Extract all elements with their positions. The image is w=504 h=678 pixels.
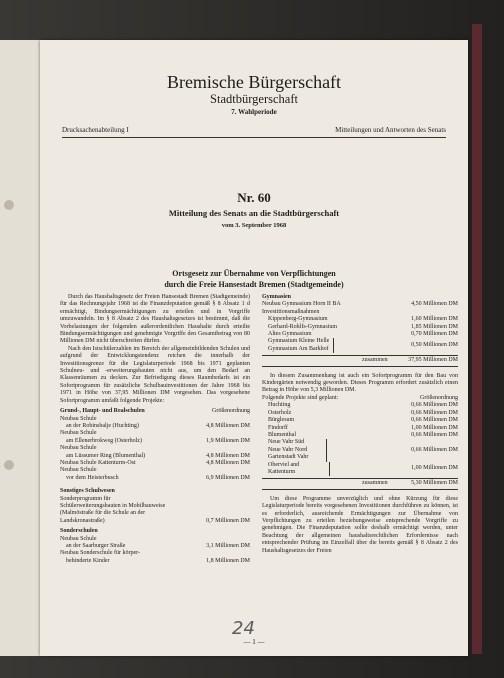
row-label: Neue Vahr Nord — [268, 446, 308, 453]
row-value: 4,8 Millionen DM — [206, 422, 250, 429]
table-header — [60, 408, 250, 415]
row-label-1: Neubau Schule — [60, 467, 97, 474]
table-header-left: Grund-, Haupt- und Realschulen — [60, 408, 145, 415]
table-header-right: Größenordnung — [212, 408, 250, 415]
row-value: 0,70 Millionen DM — [411, 331, 458, 338]
sum-label: zusammen — [362, 357, 388, 364]
row-label-2: an der Robinsbalje (Huchting) — [66, 422, 139, 429]
row-value: 1,00 Millionen DM — [411, 465, 458, 472]
previous-sheet — [0, 40, 40, 656]
table-row — [60, 496, 250, 526]
row-label — [60, 536, 125, 551]
row-value: 1,8 Millionen DM — [206, 557, 250, 564]
row-label: Gymnasium Am Barkhof — [268, 345, 329, 352]
row-label — [60, 460, 136, 467]
row-label — [60, 430, 142, 445]
document-title: Bremische Bürgerschaft — [166, 72, 342, 92]
sum-value: 37,95 Millionen DM — [408, 357, 458, 364]
row-value: 0,66 Millionen DM — [411, 402, 458, 409]
table-row — [60, 550, 250, 565]
row-label-2: vor dem Heisterbusch — [66, 474, 119, 481]
document-heading: Mitteilung des Senats an die Stadtbürgerschaft — [168, 208, 340, 218]
header-left: Drucksachenabteilung I — [62, 126, 129, 134]
row-value: 0,50 Millionen DM — [411, 342, 458, 349]
paragraph-3: In diesem Zusammenhang ist auch ein Sofortprogramm für den Bau von Kindergärten notwendig geworden. Dieses Programm erfordert zusätzlich einen Betrag in Höhe von 5,3 Millionen DM. — [262, 372, 458, 394]
bracket-group — [262, 338, 334, 353]
paragraph-1: Durch das Haushaltsgesetz der Freien Hansestadt Bremen (Stadtgemeinde) für das Rechnungsjahr 1968 ist die Finanzdeputation gemäß § 8 Absatz 1 d ermächtigt, Bindungsermächtigungen zu erteilen und in Vorgriffe umzuwandeln. Im § 8 Absatz 2 des Haushaltsgesetzes ist bestimmt, daß die Vorbelastungen der folgenden außerordentlichen Haushalte durch erteilte Bindungsermächtigungen und genehmigte Vorgriffe den Gesamtbetrag von 80 Millionen DM nicht überschreiten dürfen. — [60, 294, 250, 345]
row-label-1: Neubau Schule — [60, 535, 97, 542]
document-subtitle: Stadtbürgerschaft — [210, 92, 298, 106]
paragraph-4: Um diese Programme unverzüglich und ohne Kürzung für diese Legislaturperiode bereits vorgesehenen Investitionen durchführen zu können, ist es erforderlich, ausreichende Ermächtigungen zur Übernahme von Verpflichtungen zu erteilen beziehungsweise entsprechende Vorgriffe zu genehmigen. Die Finanzdeputation sollte deshalb ermächtigt werden, unter Beachtung der allgemeinen haushaltsrechtlichen Erfordernisse nach entsprechender Prüfung im Einzelfall über die bereits gemäß § 8 Absatz 2 des Haushaltsgesetzes der Freien — [262, 495, 458, 554]
row-value: 4,8 Millionen DM — [206, 452, 250, 459]
subsection-label: Investitionsmaßnahmen — [262, 308, 320, 315]
row-label — [60, 416, 139, 431]
row-label-2: am Lüssumer Ring (Blumenthal) — [66, 452, 146, 459]
table-row — [60, 467, 250, 482]
row-value: 6,9 Millionen DM — [206, 474, 250, 481]
row-label: Altes Gymnasium — [268, 331, 312, 338]
section-heading: Gymnasien — [262, 294, 292, 300]
table-row — [262, 324, 458, 331]
row-label: Neubau Gymnasium Horn II BA — [262, 301, 341, 308]
row-value: 1,60 Millionen DM — [411, 316, 458, 323]
row-value: 0,66 Millionen DM — [411, 431, 458, 438]
document-number: Nr. 60 — [237, 190, 271, 205]
row-label: Neue Vahr Süd — [268, 439, 305, 446]
table-row — [262, 425, 458, 432]
row-label: Findorff — [268, 424, 288, 431]
table-row — [262, 432, 458, 439]
table-row — [60, 445, 250, 460]
paragraph-2: Nach den Istschülerzahlen im Bereich der allgemeinbildenden Schulen und aufgrund der Entwicklungstendenz reichen die innerhalb der Investitionsgrenze für die Legislaturperiode 1968 bis 1971 geplanten Schulneu- und -erweiterungsbauten nicht aus, um den Bedarf an Klassenräumen zu decken. Zur Befriedigung dieses Raumbedarfs ist ein Sofortprogramm für zusätzliche Schulbauinvestitionen der Jahre 1968 bis 1971 in Höhe von 37,95 Millionen DM vorgesehen. Das vorgesehene Sofortprogramm umfaßt folgende Projekte: — [60, 345, 250, 404]
row-value: 3,1 Millionen DM — [206, 543, 250, 549]
document-page — [40, 40, 468, 656]
sum-row — [262, 478, 458, 489]
table-header-right: Größenordnung — [420, 394, 458, 401]
table-row — [60, 430, 250, 445]
row-label: Kattenturm — [268, 468, 296, 475]
row-value: 0,66 Millionen DM — [411, 446, 458, 453]
table-row-group — [262, 338, 458, 353]
row-label-1: Neubau Schule Kattenturm-Ost — [60, 459, 136, 466]
table-row — [60, 536, 250, 551]
row-label: Bürglesum — [268, 417, 295, 424]
row-label: Kippenberg-Gymnasium — [268, 316, 328, 323]
header-rule — [62, 137, 446, 138]
row-value: 4,50 Millionen DM — [411, 301, 458, 308]
table-row — [262, 331, 458, 338]
table-row-group — [262, 462, 458, 477]
table-row — [262, 402, 458, 409]
table-header — [262, 395, 458, 402]
document-date: vom 3. September 1968 — [221, 222, 287, 229]
binder-spine — [472, 24, 482, 654]
row-label — [60, 550, 140, 565]
row-label-1: Neubau Sonderschule für körper- — [60, 550, 141, 557]
row-label — [60, 445, 145, 460]
row-label: Sonderprogramm für Schülerweiterungsbauten in Mobilbauweise (Malmöstraße für die Schule an der Landskronastraße) — [60, 495, 166, 524]
row-value: 0,7 Millionen DM — [206, 517, 250, 524]
law-title-line-1: Ortsgesetz zur Übernahme von Verpflichtungen — [172, 269, 336, 278]
table-row-group — [262, 439, 458, 461]
sum-label: zusammen — [362, 480, 388, 487]
row-label-2: am Ellenerbrokweg (Osterholz) — [66, 437, 142, 444]
section-heading: Sonderschulen — [60, 528, 98, 535]
projects-intro: Folgende Projekte sind geplant: — [262, 394, 339, 401]
row-value: 1,00 Millionen DM — [411, 424, 458, 431]
law-title-line-2: durch die Freie Hansestadt Bremen (Stadtgemeinde) — [164, 280, 344, 289]
row-label-2: behinderte Kinder — [66, 557, 110, 564]
row-label: Gartenstadt Vahr — [268, 454, 309, 461]
section-heading: Sonstiges Schulwesen — [60, 488, 115, 495]
table-row — [262, 301, 458, 308]
table-row — [262, 410, 458, 417]
row-label: Blumenthal — [268, 431, 296, 438]
row-label: Osterholz — [268, 409, 292, 416]
row-label — [60, 467, 119, 482]
row-label-2: an der Saarburger Straße — [66, 543, 126, 549]
row-label: Oberviel and — [268, 461, 300, 468]
page-number: — 1 — — [243, 638, 265, 646]
handwritten-note: 24 — [232, 618, 255, 639]
right-column — [262, 294, 458, 555]
punch-hole — [4, 460, 14, 470]
bracket-group — [262, 462, 330, 477]
legislative-period: 7. Wahlperiode — [231, 108, 277, 116]
bracket-group — [262, 439, 327, 461]
table-row — [262, 316, 458, 323]
table-row — [60, 460, 250, 467]
row-value: 1,85 Millionen DM — [411, 323, 458, 330]
law-title — [40, 268, 468, 290]
row-label-1: Neubau Schule — [60, 445, 97, 452]
row-label: Gerhard-Rohlfs-Gymnasium — [268, 323, 337, 330]
row-label-1: Neubau Schule — [60, 415, 97, 422]
table-row — [262, 417, 458, 424]
row-value: 1,9 Millionen DM — [206, 437, 250, 444]
punch-hole — [4, 200, 14, 210]
row-label: Huchting — [268, 402, 291, 409]
table-row — [60, 416, 250, 431]
header-right: Mitteilungen und Antworten des Senats — [335, 126, 446, 134]
row-label-1: Neubau Schule — [60, 430, 97, 437]
row-value: 4,8 Millionen DM — [206, 459, 250, 466]
sum-row — [262, 355, 458, 366]
left-column — [60, 294, 250, 565]
row-value: 0,66 Millionen DM — [411, 409, 458, 416]
sum-value: 5,30 Millionen DM — [411, 480, 458, 487]
row-value: 0,66 Millionen DM — [411, 417, 458, 424]
row-label: Gymnasium Kleine Helle — [268, 338, 330, 345]
